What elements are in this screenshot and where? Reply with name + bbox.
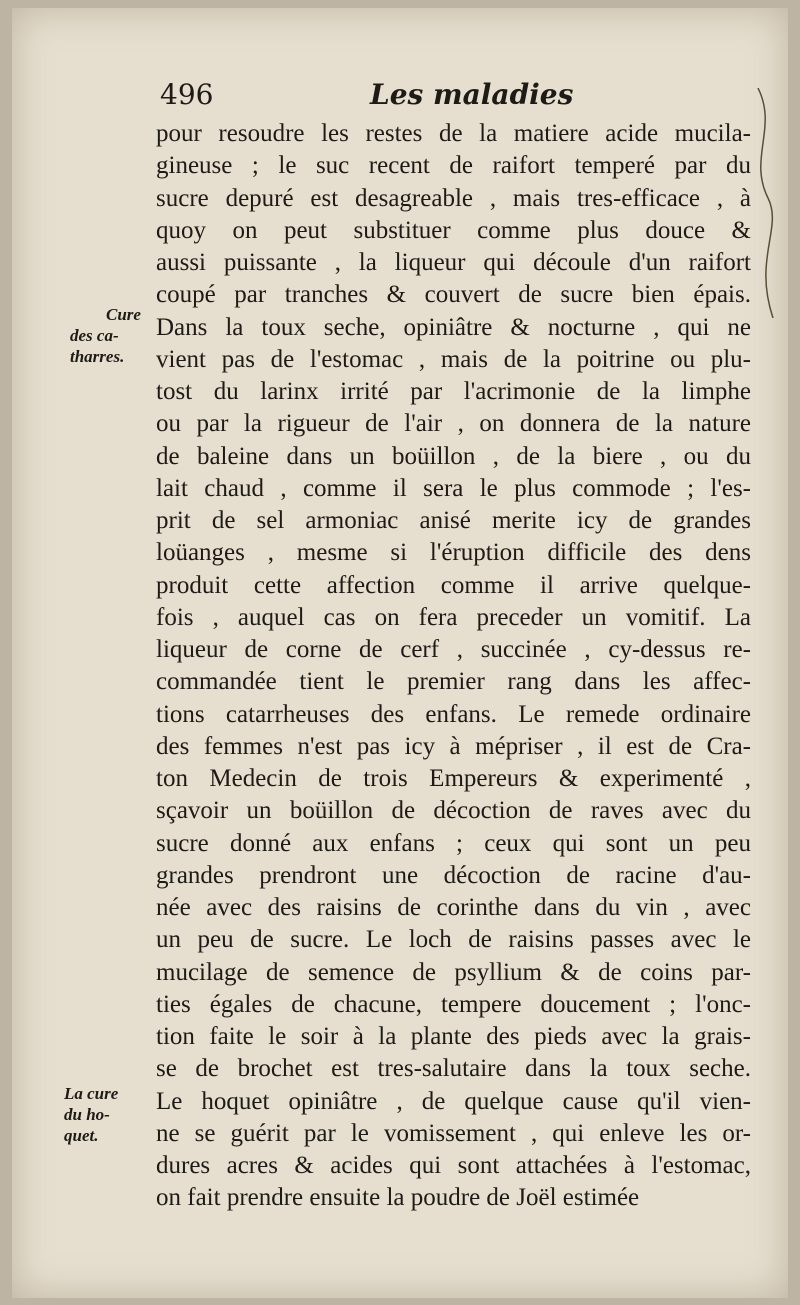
text-line: liqueur de corne de cerf , succinée , cy-dessus re- [156,636,751,663]
margin-note-line: tharres. [70,347,125,366]
text-line: sucre donné aux enfans ; ceux qui sont un peu [156,829,751,857]
margin-note-line: quet. [64,1126,99,1145]
running-title: Les maladies [370,78,574,111]
text-line: tost du larinx irrité par l'acrimonie de la limphe [156,378,751,405]
text-line: on fait prendre ensuite la poudre de Joël estimée [156,1184,640,1212]
book-page [12,8,788,1298]
margin-note-line: des ca- [70,326,119,345]
text-line: se de brochet est tres-salutaire dans la toux seche. [156,1055,751,1083]
text-line: commandée tient le premier rang dans les affec- [156,668,751,696]
text-line: Dans la toux seche, opiniâtre & nocturne , qui ne [156,313,751,341]
text-line: produit cette affection comme il arrive quelque- [156,571,751,599]
text-line: mucilage de semence de psyllium & de coins par- [156,958,751,986]
text-line: pour resoudre les restes de la matiere acide mucila- [156,120,751,147]
text-line: sucre depuré est desagreable , mais tres-efficace , à [156,184,751,212]
text-line: Le hoquet opiniâtre , de quelque cause qu'il vien- [156,1087,751,1115]
margin-note-line: du ho- [64,1105,110,1124]
margin-note-line: La cure [64,1084,119,1103]
text-line: ties égales de chacune, tempere doucement ; l'onc- [156,990,751,1018]
text-line: de baleine dans un boüillon , de la biere , ou du [156,442,751,470]
text-line: tion faite le soir à la plante des pieds avec la grais- [156,1023,751,1050]
text-line: grandes prendront une décoction de racine d'au- [156,861,751,889]
page-number: 496 [160,78,214,111]
text-line: coupé par tranches & couvert de sucre bien épais. [156,281,751,309]
text-line: fois , auquel cas on fera preceder un vomitif. La [156,603,751,631]
text-line: lait chaud , comme il sera le plus commode ; l'es- [156,474,751,502]
text-line: dures acres & acides qui sont attachées à l'estomac, [156,1152,751,1179]
text-line: vient pas de l'estomac , mais de la poitrine ou plu- [156,345,751,373]
text-line: quoy on peut substituer comme plus douce & [156,216,751,244]
text-line: gineuse ; le suc recent de raifort temperé par du [156,152,751,180]
text-line: tions catarrheuses des enfans. Le remede ordinaire [156,700,751,728]
text-line: sçavoir un boüillon de décoction de raves avec du [156,797,751,825]
margin-note-cure-des-catharres [70,304,150,367]
text-line: ton Medecin de trois Empereurs & experimenté , [156,765,751,792]
body-text [156,118,751,1215]
text-line: aussi puissante , la liqueur qui découle d'un raifort [156,249,751,276]
text-line: des femmes n'est pas icy à mépriser , il est de Cra- [156,732,751,760]
margin-note-cure-du-hoquet [64,1083,144,1146]
text-line: née avec des raisins de corinthe dans du vin , avec [156,894,751,921]
text-line: prit de sel armoniac anisé merite icy de grandes [156,507,751,534]
margin-note-line: Cure [106,305,141,324]
text-line: ne se guérit par le vomissement , qui enleve les or- [156,1119,751,1147]
text-line: loüanges , mesme si l'éruption difficile des dens [156,539,751,567]
text-line: un peu de sucre. Le loch de raisins passes avec le [156,926,751,954]
text-line: ou par la rigueur de l'air , on donnera de la nature [156,410,751,438]
